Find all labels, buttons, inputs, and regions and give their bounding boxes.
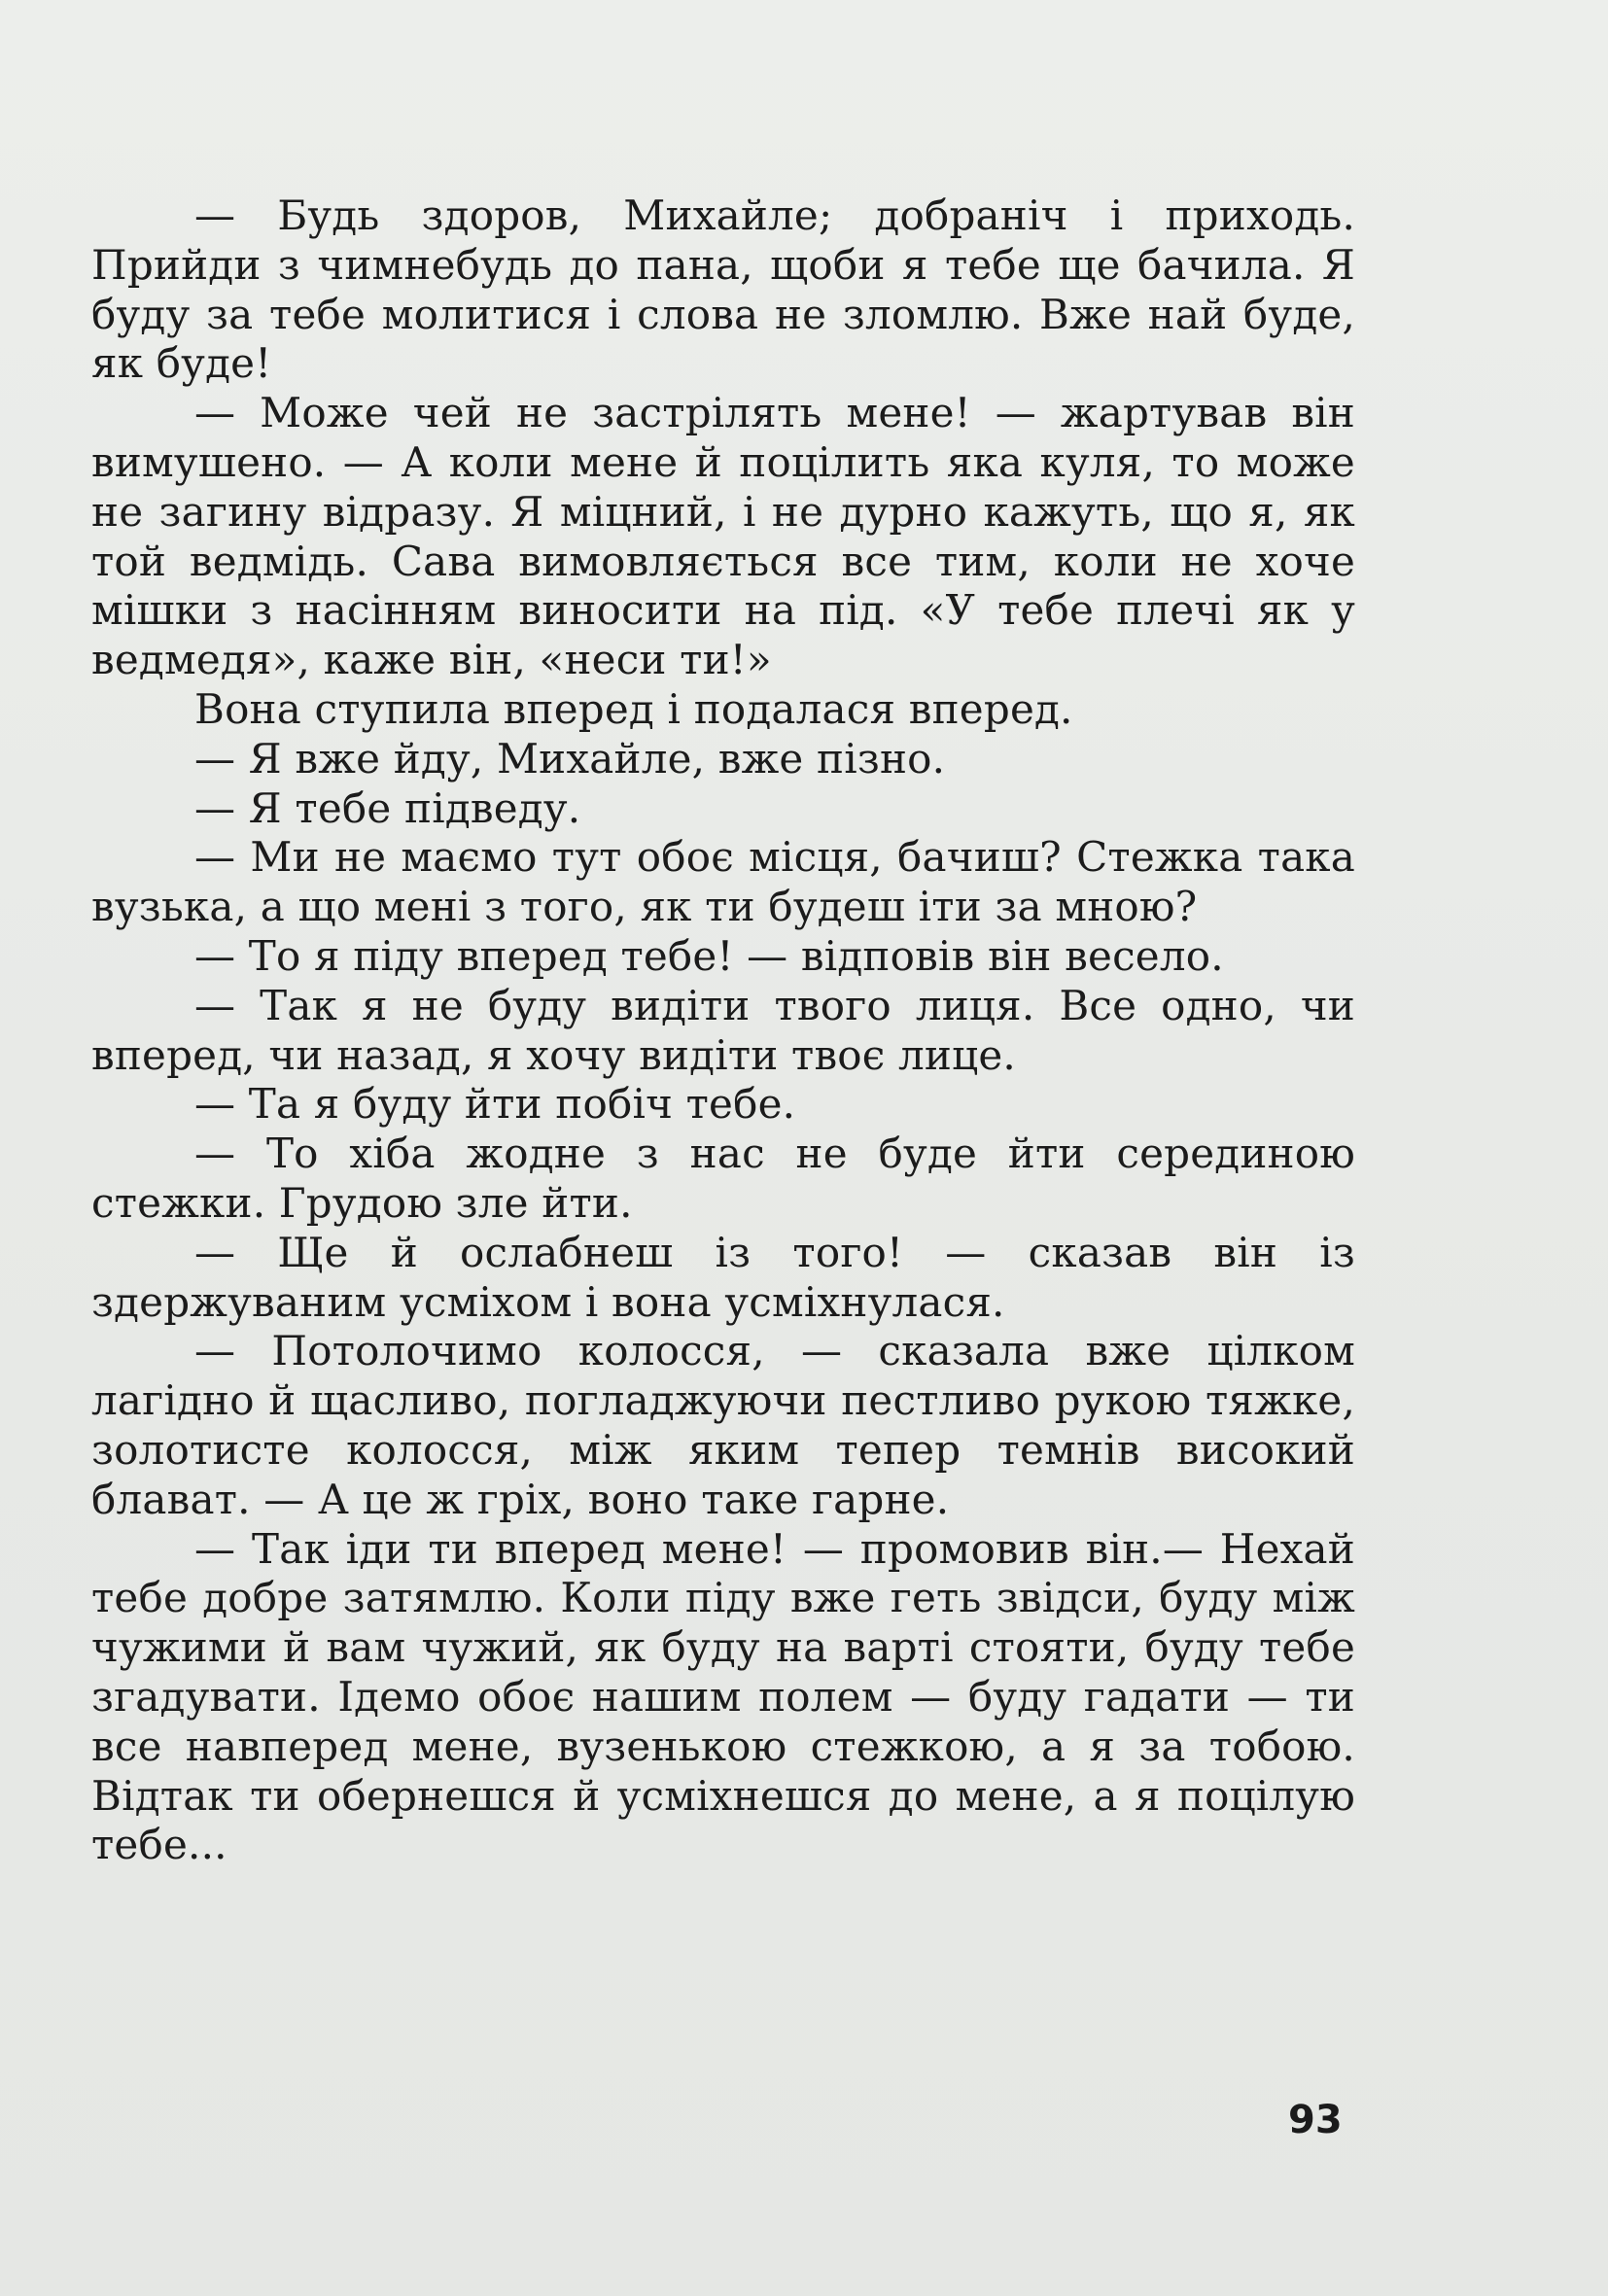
paragraph: — Будь здоров, Михайле; добраніч і приходь. Прийди з чимнебудь до пана, щоби я тебе ще бачила. Я буду за тебе молитися і слова не зломлю. Вже най буде, як буде!: [91, 191, 1355, 388]
page-number: 93: [1288, 2098, 1343, 2142]
paragraph: — Та я буду йти побіч тебе.: [194, 1080, 796, 1129]
paragraph: — Ми не маємо тут обоє місця, бачиш? Стежка така вузька, а що мені з того, як ти будеш іти за мною?: [91, 833, 1355, 931]
paragraph: — То хіба жодне з нас не буде йти серединою стежки. Грудою зле йти.: [91, 1130, 1355, 1227]
body-text: [91, 191, 1355, 1870]
paragraph: — То я піду вперед тебе! — відповів він весело.: [194, 931, 1224, 980]
paragraph: Вона ступила вперед і подалася вперед.: [194, 684, 1073, 733]
paragraph: — Потолочимо колосся, — сказала вже цілком лагідно й щасливо, погладжуючи пестливо рукою тяжке, золотисте колосся, між яким тепер темнів високий блават. — А це ж гріх, воно таке гарне.: [91, 1327, 1355, 1523]
paragraph: — Так я не буду видіти твого лиця. Все одно, чи вперед, чи назад, я хочу видіти твоє лице.: [91, 981, 1355, 1079]
paragraph: — Може чей не застрілять мене! — жартував він вимушено. — А коли мене й поцілить яка куля, то може не загину відразу. Я міцний, і не дурно кажуть, що я, як той ведмідь. Сава вимовляється все тим, коли не хоче мішки з насінням виносити на під. «У тебе плечі як у ведмедя», каже він, «неси ти!»: [91, 389, 1355, 684]
paragraph: — Так іди ти вперед мене! — промовив він.— Нехай тебе добре затямлю. Коли піду вже геть звідси, буду між чужими й вам чужий, як буду на варті стояти, буду тебе згадувати. Ідемо обоє нашим полем — буду гадати — ти все навперед мене, вузенькою стежкою, а я за тобою. Відтак ти обернешся й усміхнешся до мене, а я поцілую тебе...: [91, 1524, 1355, 1869]
paragraph: — Ще й ослабнеш із того! — сказав він із здержуваним усміхом і вона усміхнулася.: [91, 1228, 1355, 1326]
paragraph: — Я тебе підведу.: [194, 783, 581, 832]
paragraph: — Я вже йду, Михайле, вже пізно.: [194, 734, 946, 783]
